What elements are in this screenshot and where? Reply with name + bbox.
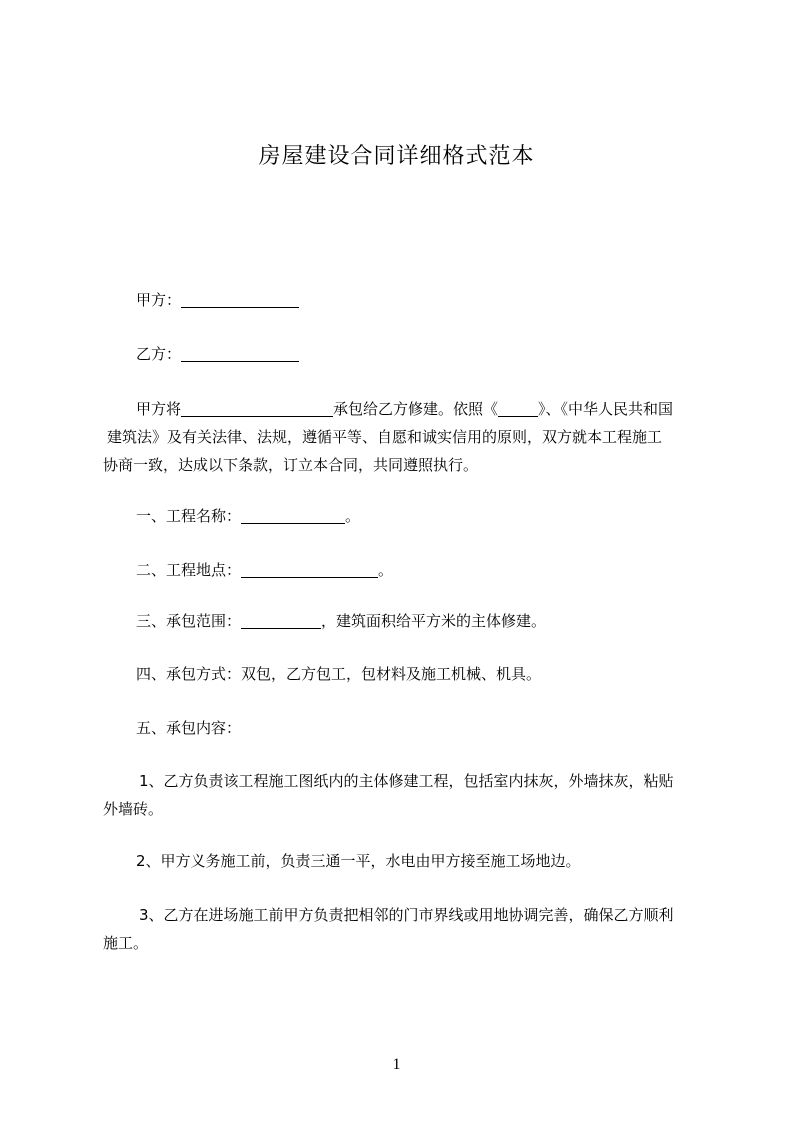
intro-line-1 [103, 395, 715, 423]
document-title: 房屋建设合同详细格式范本 [258, 144, 535, 169]
party-b-label: 乙方： [136, 345, 182, 363]
clause-4: 四、承包方式：双包，乙方包工，包材料及施工机械、机具。 [136, 665, 542, 683]
item-1 [103, 767, 715, 823]
clause-3-rest: ，建筑面积给平方米的主体修建。 [321, 612, 547, 630]
clause-3-label: 三、承包范围： [136, 612, 242, 630]
party-b-blank [181, 345, 299, 362]
clause-1-end: 。 [345, 507, 361, 525]
intro-line-3: 协商一致，达成以下条款，订立本合同，共同遵照执行。 [103, 456, 479, 474]
clause-2-label: 二、工程地点： [136, 561, 242, 579]
clause-3 [103, 607, 748, 635]
clause-1 [103, 502, 748, 530]
intro-part-3: 》、《中华人民共和国 [538, 400, 674, 418]
intro-part-1: 甲方将 [136, 400, 182, 418]
item-3-line-1: 3、乙方在进场施工前甲方负责把相邻的门市界线或用地协调完善，确保乙方顺利 [139, 906, 674, 924]
item-1-line-2: 外墙砖。 [103, 800, 164, 818]
item-3 [103, 901, 715, 957]
contract-name-blank [498, 400, 538, 417]
party-a-line [103, 286, 748, 314]
intro-part-2: 承包给乙方修建。依照《 [333, 400, 499, 418]
clause-5: 五、承包内容： [136, 719, 242, 737]
item-1-line-1: 1、乙方负责该工程施工图纸内的主体修建工程，包括室内抹灰，外墙抹灰，粘贴 [139, 772, 674, 790]
project-blank [181, 400, 333, 417]
party-a-label: 甲方： [136, 291, 182, 309]
party-a-blank [181, 291, 299, 308]
intro-paragraph [103, 395, 715, 479]
item-2: 2、甲方义务施工前，负责三通一平，水电由甲方接至施工场地边。 [136, 852, 581, 870]
page-number: 1 [392, 1056, 401, 1073]
project-name-blank [241, 507, 345, 524]
clause-2-end: 。 [378, 561, 394, 579]
scope-blank [241, 612, 321, 629]
intro-line-2: 建筑法》及有关法律、法规，遵循平等、自愿和诚实信用的原则，双方就本工程施工 [107, 428, 663, 446]
clause-1-label: 一、工程名称： [136, 507, 242, 525]
project-location-blank [241, 561, 378, 578]
item-3-line-2: 施工。 [103, 934, 149, 952]
party-b-line [103, 340, 748, 368]
clause-2 [103, 556, 748, 584]
